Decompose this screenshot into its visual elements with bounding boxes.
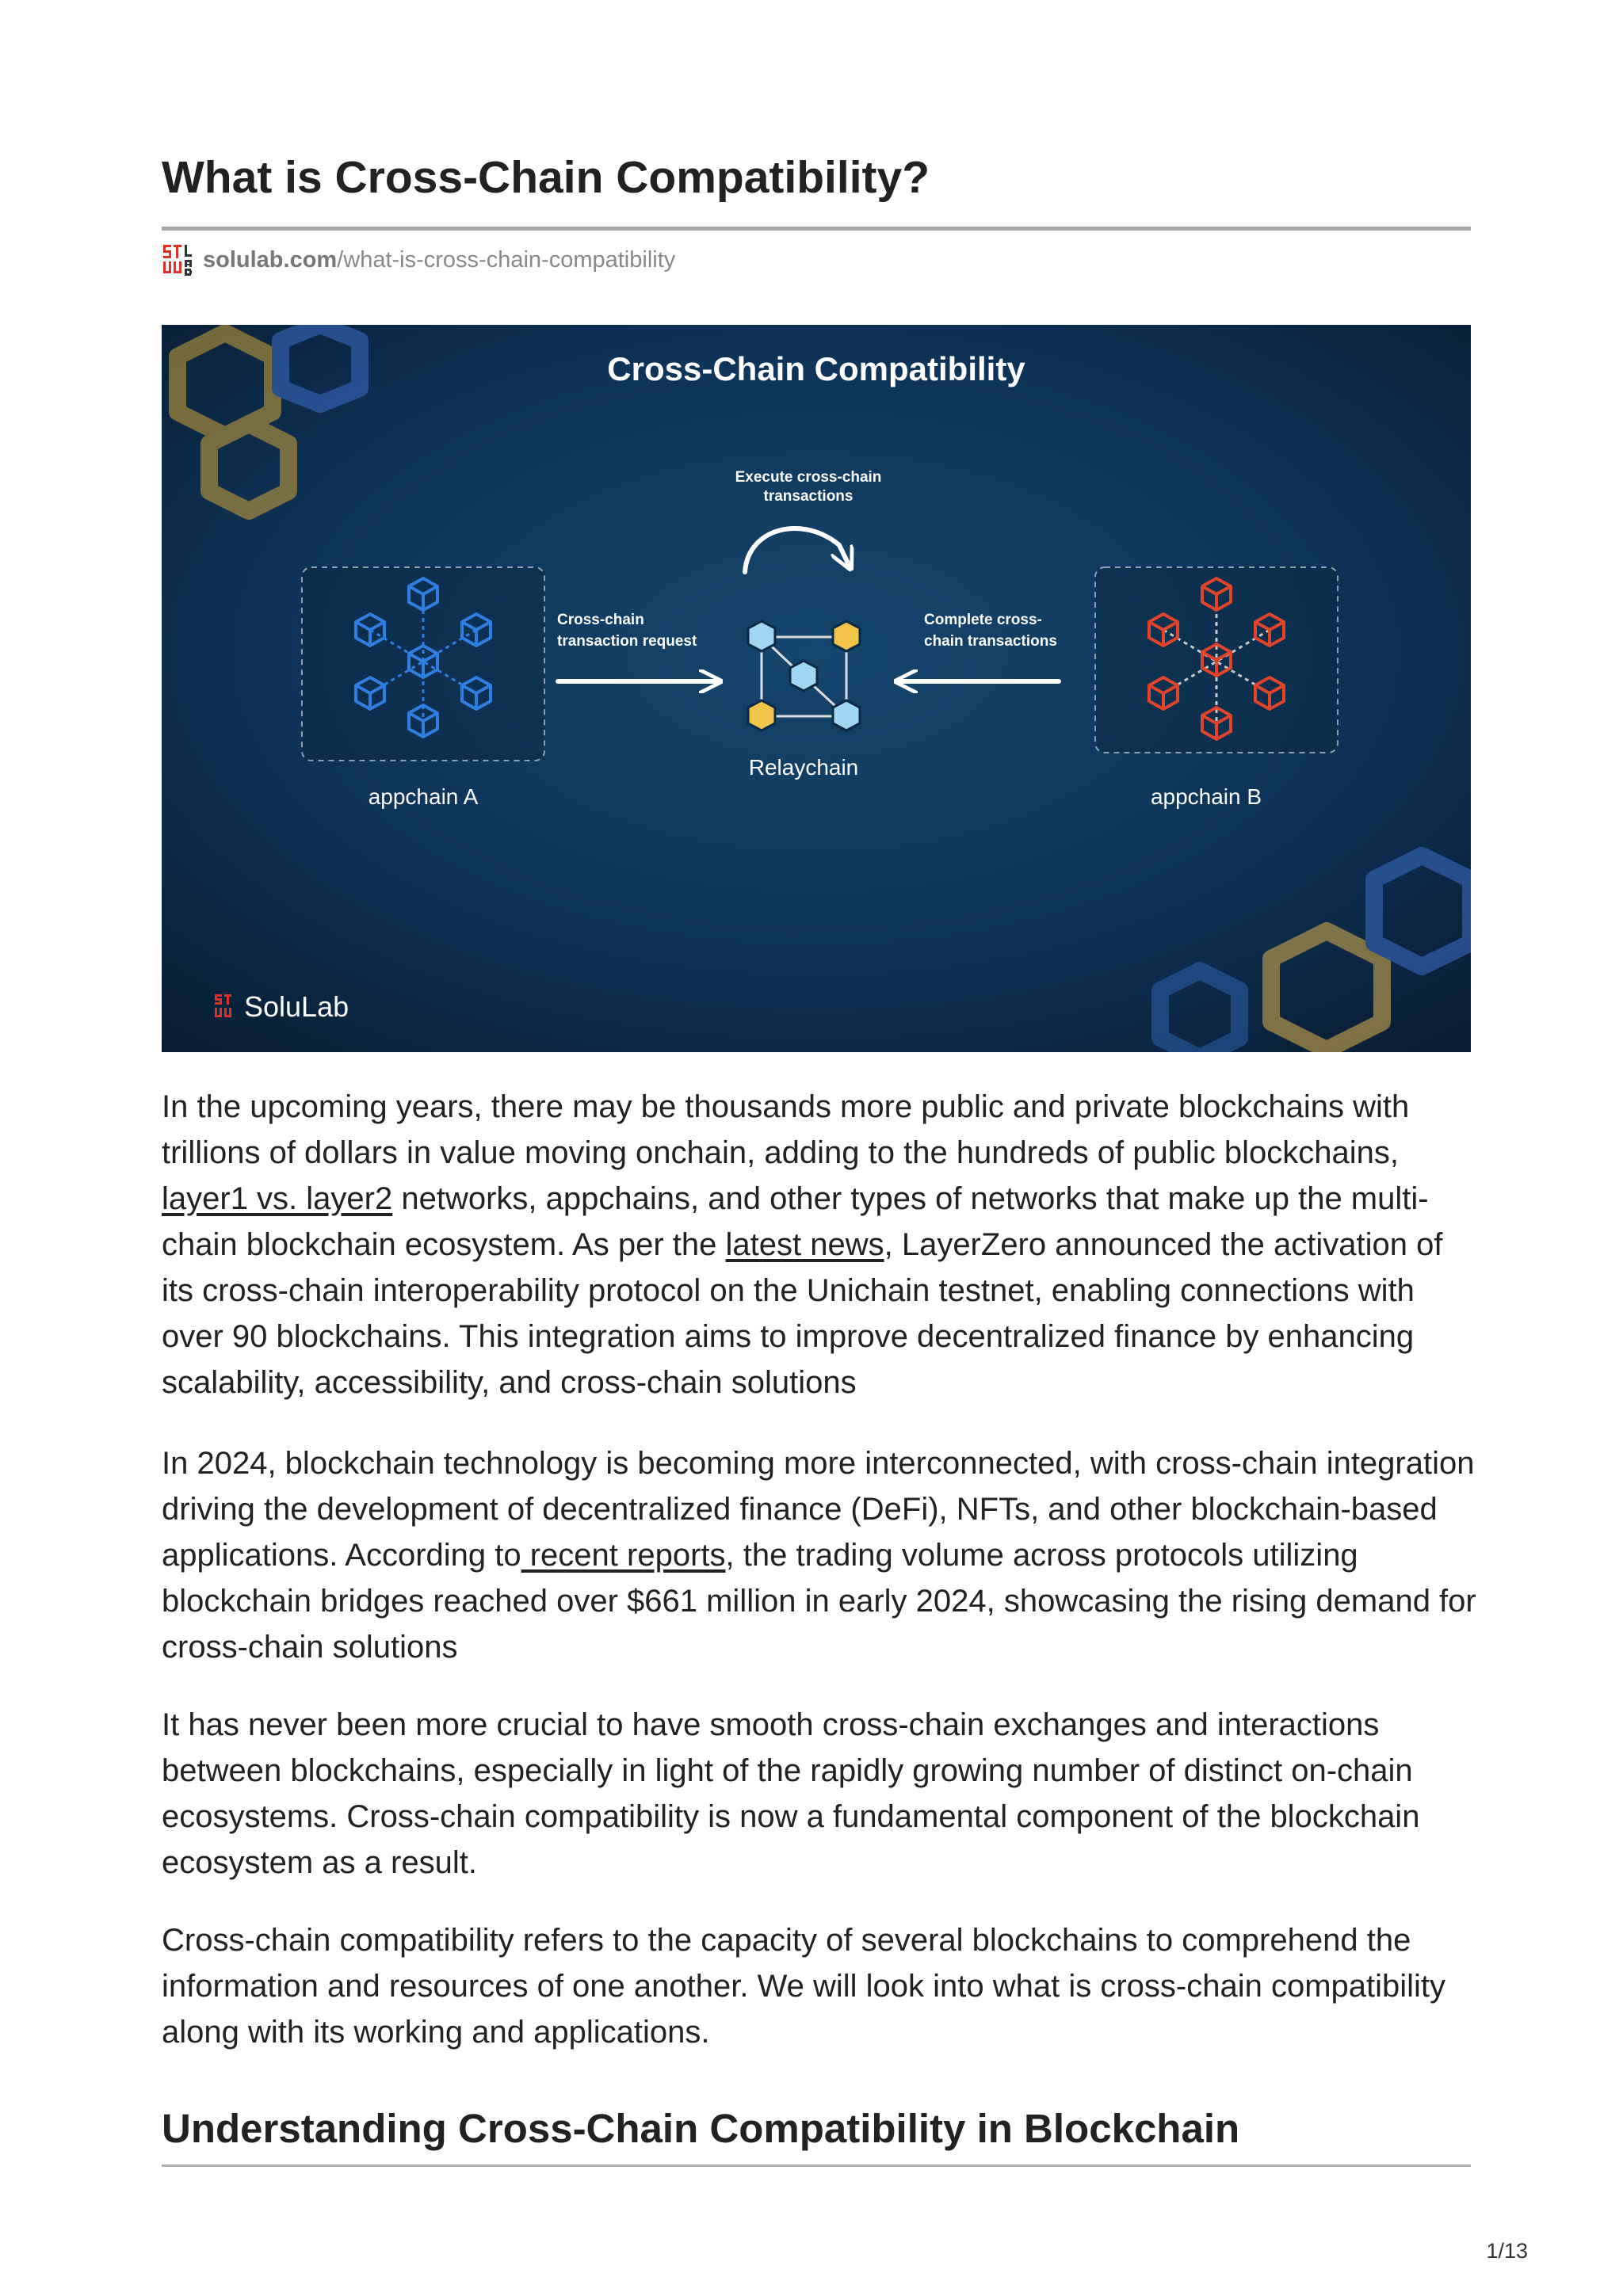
appchain-b-label: appchain B: [1150, 784, 1262, 809]
relaychain-label: Relaychain: [748, 755, 859, 780]
execute-label-line2: transactions: [763, 488, 854, 505]
request-label-line1: Cross-chain: [557, 612, 644, 628]
paragraph-4: Cross-chain compatibility refers to the capacity of several blockchains to comprehend the information and resources of one another. We will look into what is cross-chain compatibility along with its working and applications.: [162, 1923, 1446, 2050]
paragraph-3: It has never been more crucial to have smooth cross-chain exchanges and interactions between blockchains, especially in light of the rapidly growing number of distinct on-chain ecosystems. Cross-chain compatibility is now a fundamental component of the blockchain ecosystem as a result.: [162, 1707, 1420, 1880]
section-heading: Understanding Cross-Chain Compatibility in Blockchain: [162, 2106, 1240, 2151]
hero-image: [162, 325, 1471, 1052]
solulab-brand-text: SoluLab: [244, 990, 349, 1023]
solulab-logo-icon: [162, 242, 193, 277]
link-layer1-vs-layer2[interactable]: layer1 vs. layer2: [162, 1181, 393, 1216]
complete-label-line1: Complete cross-: [924, 612, 1042, 628]
complete-label-line2: chain transactions: [924, 633, 1057, 650]
page-title: What is Cross-Chain Compatibility?: [162, 152, 930, 203]
section-divider: [162, 2164, 1471, 2167]
source-path[interactable]: /what-is-cross-chain-compatibility: [337, 246, 676, 273]
source-domain[interactable]: solulab.com: [203, 246, 338, 273]
link-latest-news[interactable]: latest news: [725, 1227, 884, 1262]
paragraph-2: In 2024, blockchain technology is becoming more interconnected, with cross-chain integration driving the development of decentralized finance (DeFi), NFTs, and other blockchain-based applications. According to recent reports, the trading volume across protocols utilizing blockchain bridges reached over $661 million in early 2024, showcasing the rising demand for cross-chain solutions: [162, 1446, 1476, 1665]
paragraph-1: In the upcoming years, there may be thousands more public and private blockchains with trillions of dollars in value moving onchain, adding to the hundreds of public blockchains, layer1 vs. layer2 networks, appchains, and other types of networks that make up the multi-chain blockchain ecosystem. As per the latest news, LayerZero announced the activation of its cross-chain interoperability protocol on the Unichain testnet, enabling connections with over 90 blockchains. This integration aims to improve decentralized finance by enhancing scalability, accessibility, and cross-chain solutions: [162, 1089, 1443, 1400]
hero-heading: Cross-Chain Compatibility: [607, 350, 1025, 387]
source-line[interactable]: [162, 242, 675, 277]
link-recent-reports[interactable]: recent reports: [521, 1538, 726, 1573]
appchain-a-label: appchain A: [368, 784, 479, 809]
request-label-line2: transaction request: [557, 633, 697, 650]
execute-label-line1: Execute cross-chain: [735, 469, 882, 486]
page-number: 1/13: [1486, 2239, 1528, 2263]
title-divider: [162, 227, 1471, 231]
